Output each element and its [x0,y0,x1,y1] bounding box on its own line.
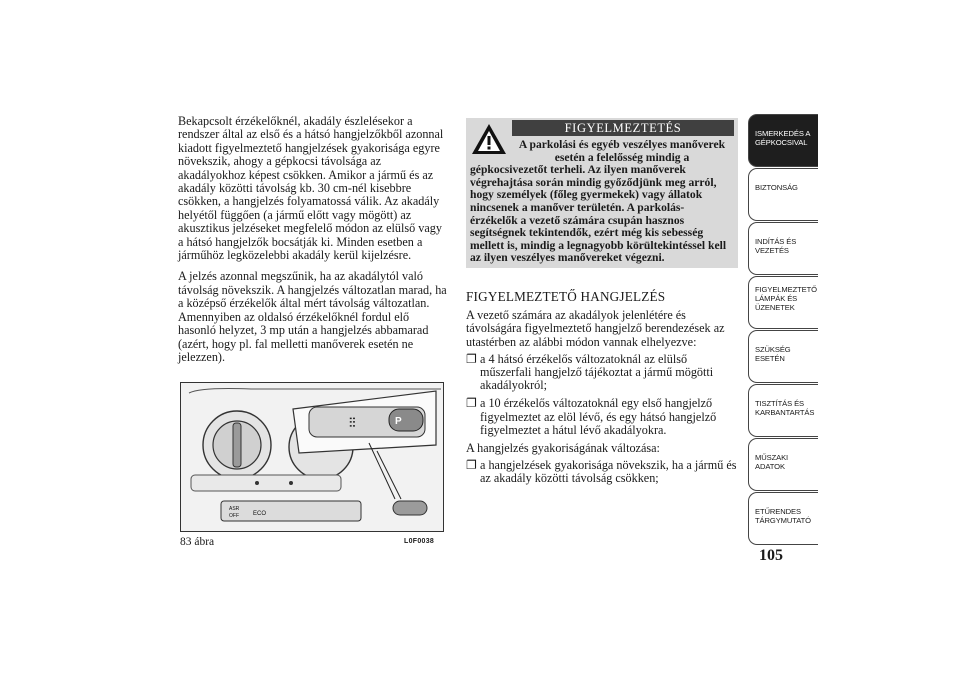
warning-text [470,139,730,265]
svg-text:⫶⫶: ⫶⫶ [349,415,356,430]
tab-targymutato[interactable]: ETŰRENDES TÁRGYMUTATÓ [748,492,818,545]
warning-title: FIGYELMEZTETÉS [512,120,734,136]
tab-tisztitas[interactable]: TISZTÍTÁS ÉS KARBANTARTÁS [748,384,818,437]
intro-paragraph: A vezető számára az akadályok jelenlétére és távolságára figyelmeztető hangjelző berendezések az utastérben az alábbi módon vannak elhelyezve: [466,308,725,349]
p-button-label: P [395,416,402,427]
paragraph-signal-stop: A jelzés azonnal megszűnik, ha az akadálytól való távolság növekszik. A hangjelzés változatlan marad, ha a középső érzékelők által mért távolság változatlan. Amennyiben az oldalsó érzékelőknél fordul elő hasonló helyzet, 3 mp után a hangjelzés abbamarad (azért, hogy pl. fal melletti manőverek esetén ne jelezzen). [178,269,447,364]
section-heading: FIGYELMEZTETŐ HANGJELZÉS [466,289,666,304]
paragraph-sensor-signal: Bekapcsolt érzékelőknél, akadály észlelésekor a rendszer által az első és a hátsó hangjelzőkből azonnal kiadott figyelmeztető hangjelzések gyakorisága egyre növekszik, ahogy a gépkocsi távolsága az akadályokhoz képest csökken. Amikor a jármű és az akadály közötti távolság kb. 30 cm-nél kisebbre csökken, a hangjelzés folyamatossá válik. Az akadály helyétől függően (a jármű előtt vagy mögött) az akusztikus jelzéseket megfelelő módon az elülső vagy a hátsó hangjelzők bocsátják ki. Minden esetben a járműhöz legközelebbi akadály kerül kijelzésre. [178,114,444,263]
tab-inditas[interactable]: INDÍTÁS ÉS VEZETÉS [748,222,818,275]
left-column [178,115,450,372]
figure-83-console [180,382,444,532]
bullet-box-icon: ❐ [466,458,477,473]
asr-label: ASR [229,506,240,512]
list-item: ❐ a 10 érzékelős változatoknál egy első hangjelző figyelmeztet az elöl lévő, és egy hátsó hangjelző figyelmeztet a hátul lévő akadályokra. [466,396,717,437]
bullet-box-icon: ❐ [466,351,477,366]
chapter-tabs [748,114,818,546]
off-label: OFF [229,513,239,519]
frequency-heading: A hangjelzés gyakoriságának változása: [466,441,660,456]
eco-label: ECO [253,511,267,517]
figure-caption: 83 ábra [180,536,215,548]
list-item: ❐ a hangjelzések gyakorisága növekszik, ha a jármű és az akadály közötti távolság csökken; [466,458,737,486]
warning-body: gépkocsivezetőt terheli. Az ilyen manőverek végrehajtása során mindig győződjünk meg arról, hogy személyek (főleg gyermekek) vagy állatok nincsenek a manőver területén. A parkolás-érzékelők a vezető számára csupán hasznos segítségnek tekintendők, ezért még kis sebesség mellett is, mindig a legnagyobb körültekintéssel kell az ilyen veszélyes manővereket végezni. [470,163,727,265]
figure-code: L0F0038 [404,538,435,545]
console-illustration [181,383,443,531]
tab-biztonsag[interactable]: BIZTONSÁG [748,168,818,221]
right-column [466,290,738,491]
list-item: ❐ a 4 hátsó érzékelős változatoknál az elülső műszerfali hangjelző tájékoztat a jármű mögötti akadályokról; [466,351,714,393]
tab-muszaki-adatok[interactable]: MŰSZAKI ADATOK [748,438,818,491]
bullet-box-icon: ❐ [466,396,477,411]
tab-figyelmezteto[interactable]: FIGYELMEZTETŐ LÁMPÁK ÉS ÜZENETEK [748,276,818,329]
page-number: 105 [759,547,783,564]
warning-box [466,118,738,268]
tab-ismerkedes[interactable]: ISMERKEDÉS A GÉPKOCSIVAL [748,114,818,167]
warning-first-line: A parkolási és egyéb veszélyes manőverek esetén a felelősség mindig a [518,138,726,164]
tab-szukseg-eseten[interactable]: SZÜKSÉG ESETÉN [748,330,818,383]
